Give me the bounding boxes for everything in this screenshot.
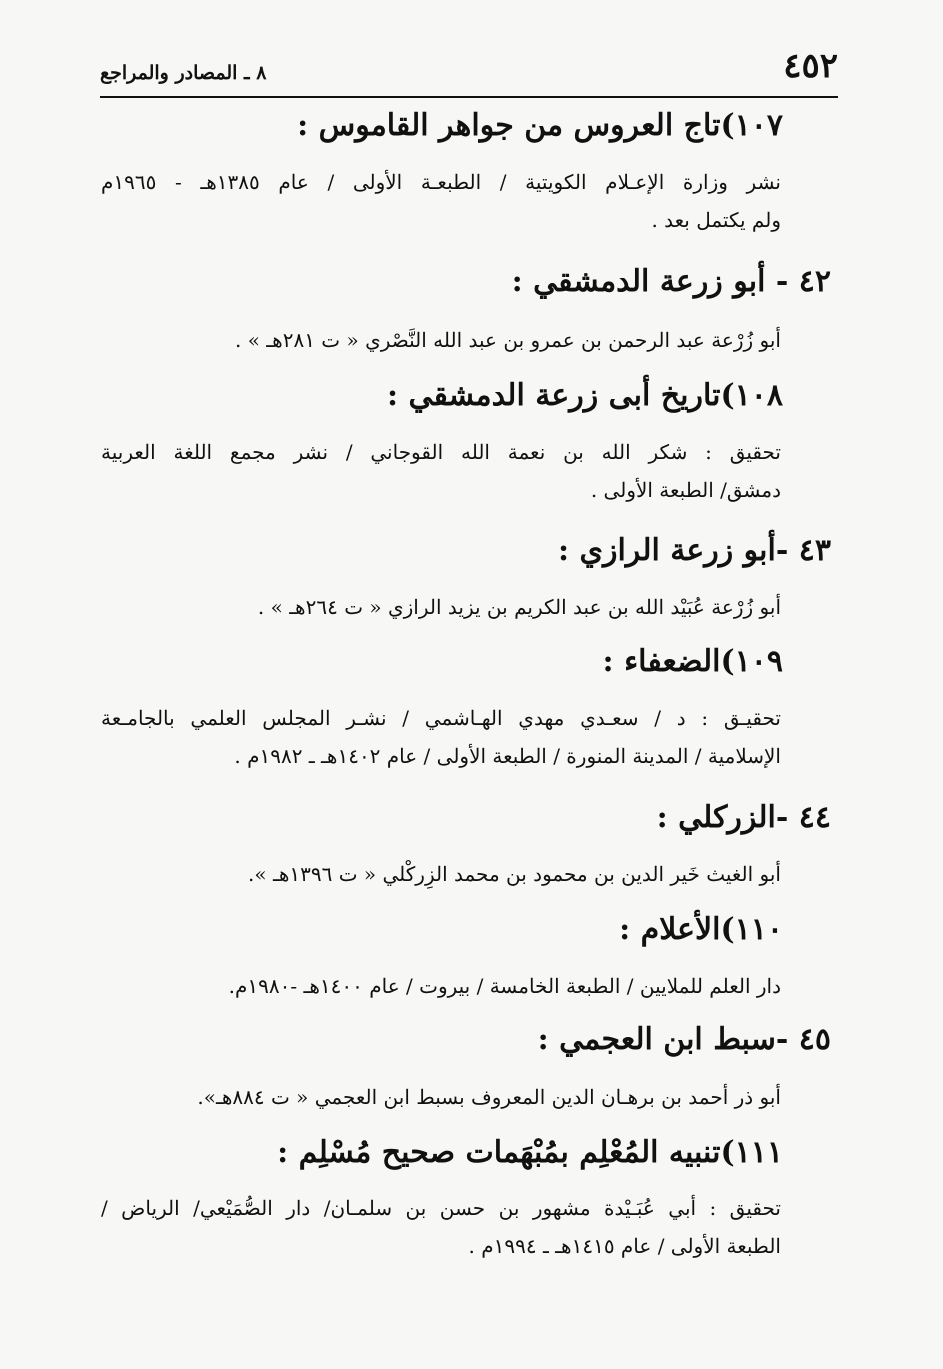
author-heading-43: ٤٣ -أبو زرعة الرازي : [557,533,831,568]
book-title-111: ١١١)تنبيه المُعْلِم بمُبْهَمات صحيح مُسْلِم : [277,1135,783,1170]
text-line: نشر وزارة الإعـلام الكويتية / الطبعـة الأولى / عام ١٣٨٥هـ - ١٩٦٥م [101,170,781,194]
entry-text-107 [101,170,781,232]
text-line: أبو ذر أحمد بن برهـان الدين المعروف بسبط ابن العجمي « ت ٨٨٤هـ». [197,1085,781,1109]
entry-text-42 [101,328,781,352]
book-title-109: ١٠٩)الضعفاء : [602,644,783,679]
entry-text-109 [101,706,781,768]
book-title-107: ١٠٧)تاج العروس من جواهر القاموس : [297,108,783,143]
book-title-108: ١٠٨)تاريخ أبى زرعة الدمشقي : [387,378,783,413]
text-line: تحقيق : أبي عُبَـيْدة مشهور بن حسن بن سلمـان/ دار الصُّمَيْعي/ الرياض / [101,1196,781,1220]
author-heading-42: ٤٢ - أبو زرعة الدمشقي : [511,264,831,299]
entry-text-108 [101,440,781,502]
author-heading-45: ٤٥ -سبط ابن العجمي : [537,1022,831,1057]
running-title: ٨ ـ المصادر والمراجع [100,62,267,84]
text-line: أبو زُرْعة عبد الرحمن بن عمرو بن عبد الله النَّصْري « ت ٢٨١هـ » . [235,328,781,352]
author-heading-44: ٤٤ -الزركلي : [656,800,831,835]
page-header [100,46,838,98]
text-line: دمشق/ الطبعة الأولى . [590,478,781,502]
text-line: تحقيـق : د / سعـدي مهدي الهـاشمي / نشـر المجلس العلمي بالجامـعة [101,706,781,730]
page-number: ٤٥٢ [783,46,838,86]
text-line: أبو الغيث خَير الدين بن محمود بن محمد الزِركْلي « ت ١٣٩٦هـ ». [248,862,781,886]
entry-text-111 [101,1196,781,1258]
text-line: دار العلم للملايين / الطبعة الخامسة / بيروت / عام ١٤٠٠هـ -١٩٨٠م. [228,974,781,998]
text-line: تحقيق : شكر الله بن نعمة الله القوجاني / نشر مجمع اللغة العربية [101,440,781,464]
text-line: الإسلامية / المدينة المنورة / الطبعة الأولى / عام ١٤٠٢هـ ـ ١٩٨٢م . [234,744,781,768]
book-title-110: ١١٠)الأعلام : [619,912,783,947]
entry-text-110 [101,974,781,998]
text-line: ولم يكتمل بعد . [651,208,781,232]
entry-text-45 [101,1085,781,1109]
text-line: الطبعة الأولى / عام ١٤١٥هـ ـ ١٩٩٤م . [468,1234,781,1258]
entry-text-44 [101,862,781,886]
text-line: أبو زُرْعة عُبَيْد الله بن عبد الكريم بن يزيد الرازي « ت ٢٦٤هـ » . [257,595,781,619]
entry-text-43 [101,595,781,619]
